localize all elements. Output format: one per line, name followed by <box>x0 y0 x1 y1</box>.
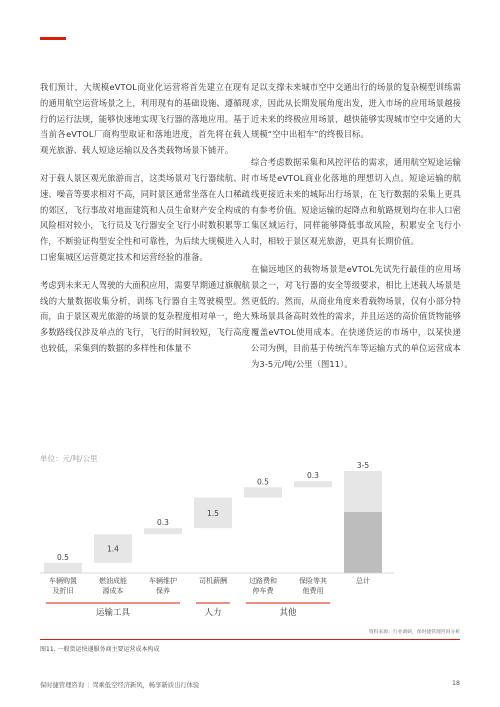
category-label: 总计 <box>356 577 370 585</box>
category-label: 车辆维护 <box>149 577 177 585</box>
footer-brand: 保时捷管理咨询 <box>40 682 85 689</box>
paragraph: 足以支撑未来城市空中交通出行的场景的复杂模型训练需求，因此从长期发展角度出发，进入市场的应用场景越接近未来的终极应用场景，越快能够实现城市空中交通的大规模“空中出租车”的终极目标。 <box>251 82 461 140</box>
caption-divider <box>40 639 460 640</box>
text-column-left <box>40 80 250 369</box>
text-column-right <box>251 80 461 385</box>
paragraph: 在偏远地区的载物场景是eVTOL先试先行最佳的应用场景之一，对飞行器的安全等级要求，相比上述载人场景是更低的。然而，从商业角度来看载物场景，仅有小部分特殊场景具备高时效性的需求，并且运送的高价值货物能够覆盖eVTOL使用成本。在快递货运的市场中，以某快递公司为例，目前基于传统汽车等运输方式的单位运营成本为3-5元/吨/公里（图11）。 <box>251 263 461 369</box>
category-label: 他费用 <box>302 587 324 595</box>
data-label: 0.5 <box>57 552 69 562</box>
category-label: 车辆购置 <box>49 577 77 585</box>
data-label: 0.3 <box>157 518 169 528</box>
data-label: 0.3 <box>307 471 319 481</box>
page-number: 18 <box>451 680 460 687</box>
category-label: 保险等其 <box>299 577 327 585</box>
bar <box>144 528 182 534</box>
category-label: 源成本 <box>102 587 124 595</box>
group-label: 其他 <box>279 608 297 618</box>
total-bar <box>344 512 382 573</box>
category-label: 停车费 <box>252 587 274 595</box>
figure-caption: 图11. 一般货运快递服务商主要运营成本构成 <box>40 646 160 653</box>
paragraph: 综合考虑数据采集和风控评估的需求，通用航空短途运输市场是eVTOL商业化落地的理想切入点。短途运输的航线更接近未来的城际出行场景，在飞行数据的采集上更具有参考价值。短途运输的起降点和航路规划均在非人口密集区域运行，同样能够降低事故风险，积累安全飞行小时，相较于景区观光旅游，更具有长期价值。 <box>251 157 461 247</box>
category-label: 过路费和 <box>249 577 277 585</box>
bar <box>44 563 82 573</box>
category-label: 燃油成能 <box>99 577 127 585</box>
data-label: 1.4 <box>107 544 119 554</box>
data-label: 1.5 <box>207 508 219 518</box>
paragraph: 我们预计，大规模eVTOL商业化运营将首先建立在现有的通用航空运营场景之上，利用现有的基础设施、遵循现行的运行法规，能够快速地实现飞行器的落地应用。基于当前各eVTOL厂商构型取证和落地进度，首先将在载人观光旅游、载人短途运输以及各类载物场景下铺开。 <box>40 82 250 156</box>
bar <box>294 481 332 487</box>
cost-waterfall-chart <box>40 453 460 637</box>
category-label: 司机薪酬 <box>199 577 227 585</box>
accent-bar <box>40 37 66 40</box>
group-label: 人力 <box>204 608 222 618</box>
chart-svg <box>40 453 460 637</box>
footer-text <box>40 680 199 689</box>
paragraph: 对于载人景区观光旅游而言，这类场景对飞行器续航、时速、噪音等要求相对不高，同时景区通常坐落在人口稀疏的郊区，飞行事故对地面建筑和人员生命财产安全构成的风险相对较小，飞行员及飞行器安全飞行小时数积累等工作，不断验证构型安全性和可靠性，为后续大规模进入人口密集城区运营奠定技术和运营经验的准备。 <box>40 172 250 262</box>
data-label: 3-5 <box>356 461 370 470</box>
group-label: 运输工具 <box>95 608 131 618</box>
footer <box>0 674 500 707</box>
category-label: 保养 <box>156 587 170 595</box>
bar <box>244 487 282 497</box>
source-note: 资料来源：行业调研，保时捷管理咨询分析 <box>368 630 460 635</box>
paragraph: 考虑到未来无人驾驶的大面积应用，需要早期通过旗舰航线的大量数据收集分析，训练飞行器自主驾驶模型。然而，由于景区观光旅游的场景的复杂程度相对单一，绝大多数路线仅涉及单点的飞行，飞行的时间较短，飞行高度也较低，采集到的数据的多样性和体量不 <box>40 279 250 353</box>
footer-title: 驾乘低空经济新风，畅享新质出行体验 <box>92 682 200 689</box>
category-label: 及折旧 <box>52 587 74 595</box>
data-label: 0.5 <box>257 477 269 487</box>
total-bar-range <box>344 471 382 512</box>
footer-separator: | <box>87 682 90 689</box>
unit-label: 单位：元/吨/公里 <box>40 454 98 463</box>
